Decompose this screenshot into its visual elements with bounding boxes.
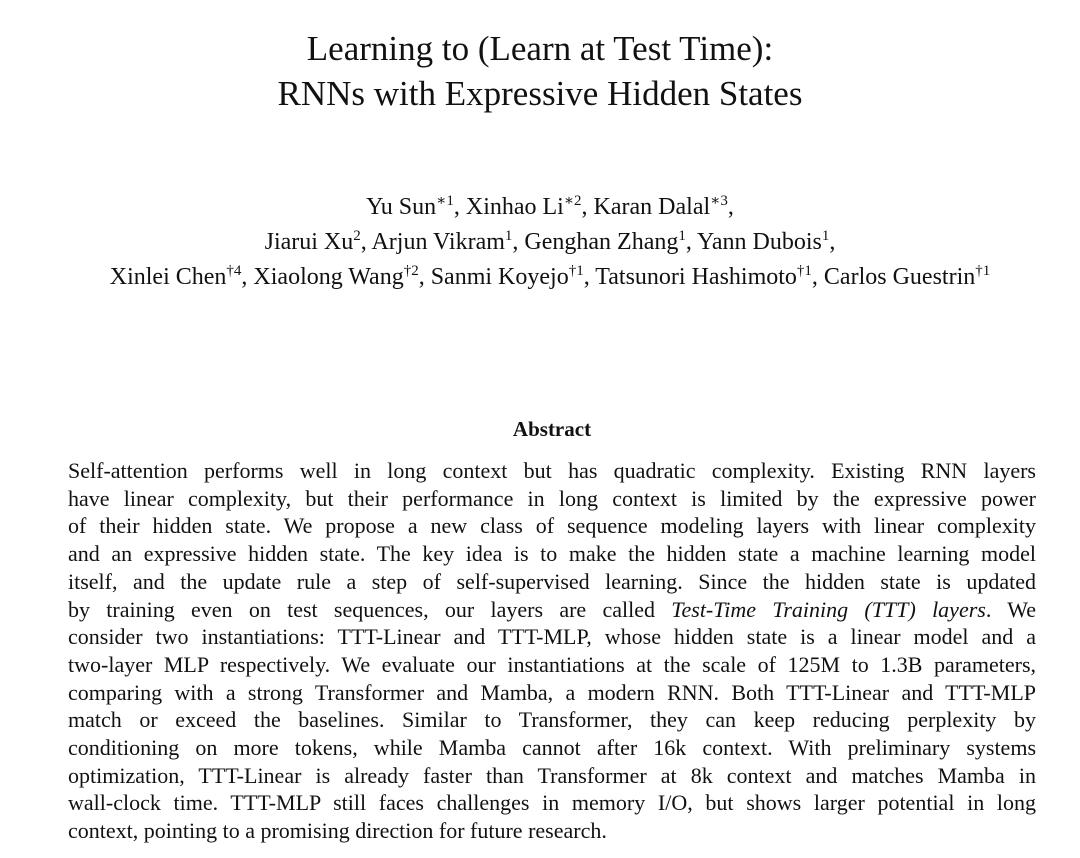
author-affiliation-mark: †1 [796,263,812,279]
abstract-line [68,817,1036,845]
author-affiliation-mark: †1 [568,263,584,279]
abstract-text: two-layer MLP respectively. We evaluate our instantiations at the scale of 125M to 1.3B parameters, [68,651,1036,677]
abstract-text: optimization, TTT-Linear is already faster than Transformer at 8k context and matches Mamba in [68,762,1036,788]
abstract-line [68,623,1036,651]
abstract-line [68,512,1036,540]
author-affiliation-mark: ∗3 [710,193,728,209]
author-affiliation-mark: 1 [504,228,513,244]
title-line: RNNs with Expressive Hidden States [277,74,803,113]
abstract-text: context, pointing to a promising direction for future research. [68,818,607,844]
author-name: Jiarui Xu [264,229,354,255]
abstract-text: Self-attention performs well in long context but has quadratic complexity. Existing RNN layers [68,458,1036,483]
abstract-line [68,789,1036,817]
abstract-line [68,596,1036,624]
abstract-text: . We [985,596,1036,622]
abstract-line [68,762,1036,790]
author-affiliation-mark: †1 [975,263,991,279]
abstract-heading: Abstract [512,417,592,441]
title-line: Learning to (Learn at Test Time): [306,29,774,68]
author-line: Yu Sun$^{∗1}$, Xinhao $Li^{∗2}$, Karan Dalal$^{∗3}$, [366,193,734,220]
abstract-line [68,457,1036,485]
abstract-text: comparing with a strong Transformer and Mamba, a modern RNN. Both TTT-Linear and TTT-MLP [68,679,1036,705]
author-list [0,190,1080,295]
author-name: Genghan Zhang [524,229,679,255]
abstract-line [68,734,1036,762]
author-name: Karan Dalal [593,194,711,220]
abstract-text: consider two instantiations: TTT-Linear and TTT-MLP, whose hidden state is a linear model and a [68,624,1036,650]
abstract-line [68,679,1036,707]
abstract-text: match or exceed the baselines. Similar to Transformer, they can keep reducing perplexity by [68,707,1036,733]
paper-title [0,26,1080,116]
abstract-line [68,651,1036,679]
abstract-text: by training even on test sequences, our layers are called [68,596,672,622]
author-name: Tatsunori Hashimoto [595,264,797,290]
author-affiliation-mark: †2 [403,263,419,279]
author-name: Arjun Vikram [371,229,505,255]
author-name: Sanmi Koyejo [430,264,569,290]
author-name: Yu Sun [366,194,437,220]
author-line: Xinlei Chen$^{\dagger 4}$, Xiaolong Wang$^{\dagger 2}$, Sanmi Koyejo$^{\dagger 1}$, Tatsunori Hashimoto$^{\dagger 1}$, Carlos Guestrin$^{\dagger 1}$ [109,263,991,290]
abstract-text: wall-clock time. TTT-MLP still faces challenges in memory I/O, but shows larger potential in long [68,790,1036,816]
author-affiliation-mark: ∗1 [436,193,454,209]
abstract-line [68,706,1036,734]
abstract-line [68,485,1036,513]
abstract-body [68,457,1036,845]
author-name: Xinhao Li [465,194,564,220]
author-line: Jiarui Xu$^2$, Arjun Vikram$^1$, Genghan Zhang$^1$, Yann Dubois$^1$, [264,228,836,255]
author-name: Xinlei Chen [109,264,227,290]
abstract-text: and an expressive hidden state. The key idea is to make the hidden state a machine learning model [68,541,1036,567]
abstract-text: conditioning on more tokens, while Mamba cannot after 16k context. With preliminary systems [68,735,1036,761]
abstract-text: of their hidden state. We propose a new class of sequence modeling layers with linear complexity [68,513,1036,539]
author-affiliation-mark: 1 [678,228,686,244]
abstract-text: have linear complexity, but their performance in long context is limited by the expressive power [68,485,1036,511]
abstract-text: itself, and the update rule a step of self-supervised learning. Since the hidden state is updated [68,568,1036,594]
author-name: Yann Dubois [696,229,822,255]
author-affiliation-mark: 2 [353,228,361,244]
abstract-line [68,540,1036,568]
author-name: Xiaolong Wang [253,264,404,290]
abstract-emphasis: Test-Time Training (TTT) layers [671,596,986,622]
author-affiliation-mark: ∗2 [563,193,582,209]
author-affiliation-mark: †4 [226,263,242,279]
author-affiliation-mark: 1 [821,228,830,244]
author-name: Carlos Guestrin [823,264,976,290]
abstract-line [68,568,1036,596]
